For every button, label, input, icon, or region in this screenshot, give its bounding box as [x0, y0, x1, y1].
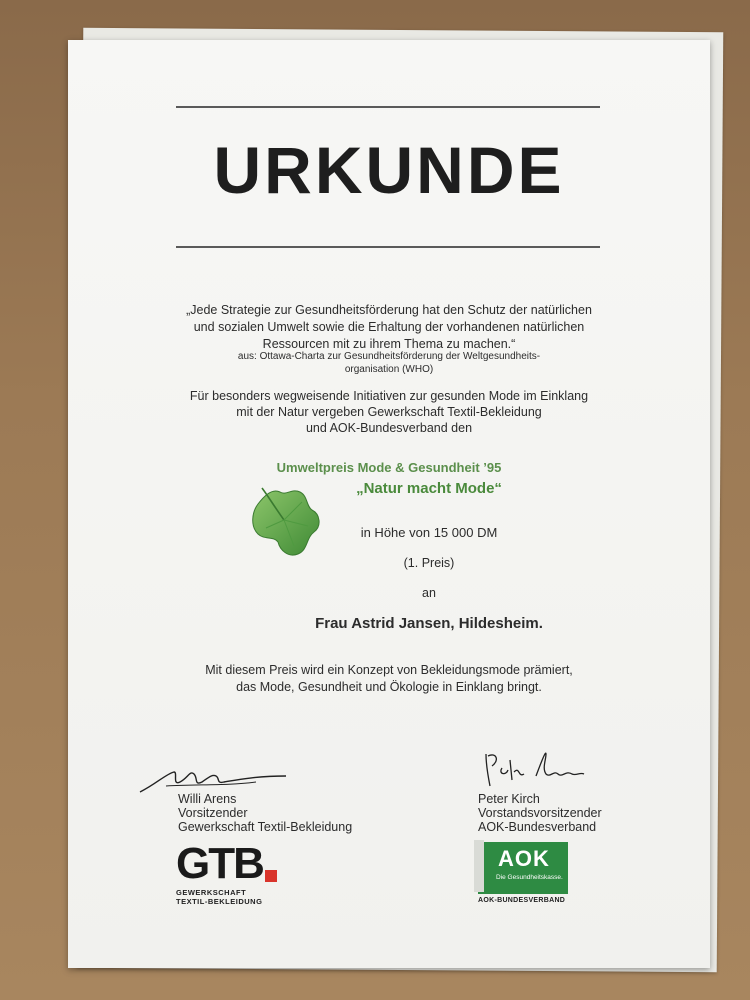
- recipient-name: Frau Astrid Jansen, Hildesheim.: [315, 615, 543, 632]
- quote-source: [68, 350, 710, 376]
- source-line: aus: Ottawa-Charta zur Gesundheitsförderung der Weltgesundheits-: [237, 351, 541, 362]
- signatory-org: Gewerkschaft Textil-Bekleidung: [178, 820, 353, 834]
- aok-tagline: Die Gesundheitskasse.: [496, 874, 563, 881]
- closing-line: Mit diesem Preis wird ein Konzept von Bekleidungsmode prämiert,: [205, 663, 573, 677]
- signatory-right: [478, 792, 602, 834]
- intro-paragraph: [68, 388, 710, 436]
- quote-line: und sozialen Umwelt sowie die Erhaltung der vorhandenen natürlichen: [193, 320, 585, 334]
- intro-line: Für besonders wegweisende Initiativen zur gesunden Mode im Einklang: [189, 389, 589, 403]
- quote-line: Ressourcen mit zu ihrem Thema zu machen.“: [262, 337, 516, 351]
- signatory-left: [178, 792, 352, 834]
- top-rule: [176, 106, 600, 108]
- gtb-subtitle-line: GEWERKSCHAFT: [176, 888, 247, 897]
- certificate-sheet: [68, 40, 710, 968]
- aok-mark: AOK: [498, 846, 550, 871]
- signatory-name: Willi Arens: [178, 792, 237, 806]
- gtb-subtitle-line: TEXTIL-BEKLEIDUNG: [176, 897, 263, 906]
- closing-line: das Mode, Gesundheit und Ökologie in Einklang bringt.: [236, 680, 542, 694]
- prize-amount: in Höhe von 15 000 DM: [360, 525, 498, 540]
- gtb-red-square: [265, 870, 277, 882]
- aok-mark-shadow: [474, 840, 484, 892]
- aok-logo: [478, 842, 568, 904]
- signature-right: [480, 746, 590, 790]
- to-label: an: [422, 586, 436, 600]
- leaf-icon: [244, 480, 324, 560]
- prize-rank: (1. Preis): [403, 556, 455, 570]
- prize-name: „Natur macht Mode“: [356, 480, 502, 497]
- certificate-title: URKUNDE: [213, 133, 565, 207]
- signatory-role: Vorstandsvorsitzender: [478, 806, 602, 820]
- gtb-mark: GTB: [176, 839, 263, 888]
- gtb-logo: [176, 839, 277, 906]
- prize-title: Umweltpreis Mode & Gesundheit ’95: [276, 460, 502, 475]
- bottom-rule: [176, 246, 600, 248]
- source-line: organisation (WHO): [344, 364, 434, 375]
- signatory-name: Peter Kirch: [478, 792, 540, 806]
- quote: [68, 302, 710, 353]
- intro-line: mit der Natur vergeben Gewerkschaft Textil-Bekleidung: [236, 405, 542, 419]
- signatory-org: AOK-Bundesverband: [478, 820, 597, 834]
- gtb-subtitle: [176, 888, 277, 906]
- quote-line: „Jede Strategie zur Gesundheitsförderung hat den Schutz der natürlichen: [186, 303, 592, 317]
- signatory-role: Vorsitzender: [178, 806, 248, 820]
- closing-paragraph: [68, 662, 710, 696]
- intro-line: und AOK-Bundesverband den: [305, 421, 473, 435]
- aok-subtitle: AOK-BUNDESVERBAND: [478, 897, 566, 904]
- aok-mark-box: [478, 842, 568, 894]
